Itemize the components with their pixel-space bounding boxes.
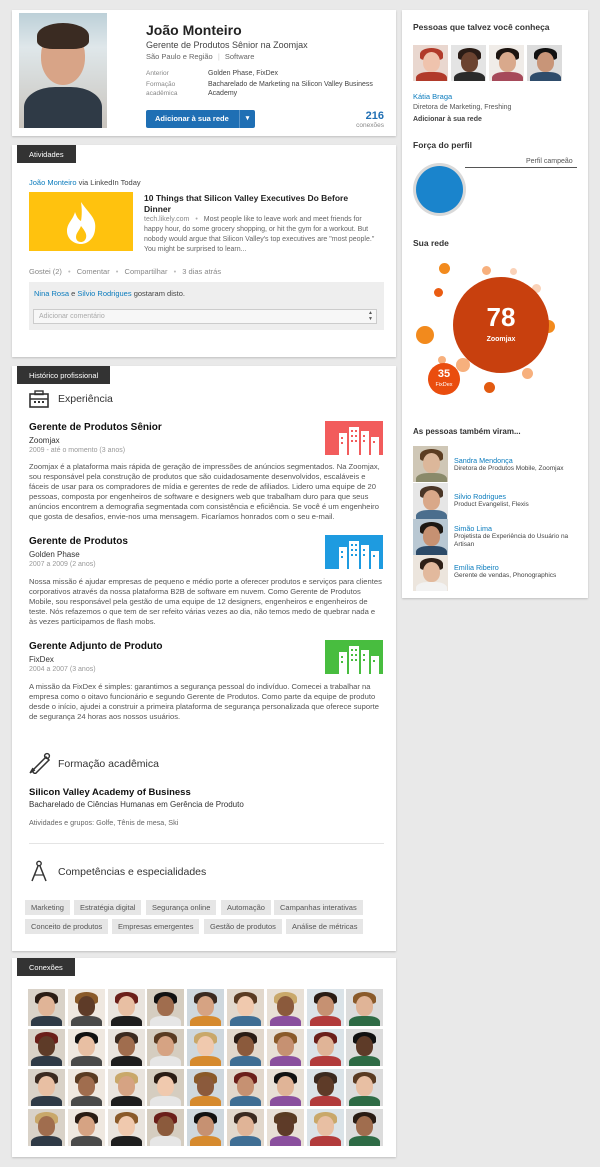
connections-card [12, 958, 396, 1157]
viewed-name[interactable]: Emília Ribeiro [454, 563, 499, 572]
network-main-label: Zoomjax [486, 336, 516, 343]
job-title[interactable]: Gerente de Produtos Sênior [29, 422, 162, 433]
building-icon [325, 421, 383, 455]
job-dates: 2007 a 2009 (2 anos) [29, 561, 96, 568]
connection-photo[interactable] [267, 1029, 304, 1066]
chevron-down-icon[interactable]: ▾ [239, 110, 255, 128]
profile-location: São Paulo e Região [146, 52, 213, 61]
section-divider [29, 843, 384, 844]
connection-photo[interactable] [227, 1069, 264, 1106]
article-text: Most people like to leave work and meet friends for happy hour, do some grocery shopping, or hit the gym for a workout. But nobody would argue that Silicon Valley's top executives are "most people." You might be surprised to learn... [144, 216, 375, 253]
pymk-photo[interactable] [527, 45, 562, 81]
connections-label: conexões [356, 122, 384, 129]
job-company[interactable]: FixDex [29, 655, 54, 664]
pymk-photo[interactable] [413, 45, 448, 81]
connection-photo[interactable] [346, 1069, 383, 1106]
connection-photo[interactable] [147, 989, 184, 1026]
flame-icon [29, 192, 133, 251]
skill-tag[interactable]: Conceito de produtos [25, 919, 108, 934]
profile-name: João Monteiro [146, 22, 242, 38]
viewed-item[interactable] [413, 555, 583, 591]
likes-box [29, 282, 384, 330]
degree: Bacharelado de Ciências Humanas em Gerência de Produto [29, 800, 244, 809]
avatar[interactable] [413, 555, 448, 591]
connection-photo[interactable] [307, 1109, 344, 1146]
education-activities: Atividades e grupos: Golfe, Tênis de mesa, Ski [29, 818, 179, 827]
connection-photo[interactable] [108, 1109, 145, 1146]
comment-input[interactable] [33, 309, 377, 324]
job-company[interactable]: Golden Phase [29, 550, 80, 559]
connection-photo[interactable] [267, 1069, 304, 1106]
profile-card [12, 10, 396, 136]
profile-headline: Gerente de Produtos Sênior na Zoomjax [146, 40, 308, 50]
connections-grid [28, 989, 384, 1149]
add-to-network-button[interactable] [146, 110, 255, 128]
viewed-name[interactable]: Sandra Mendonça [454, 456, 513, 465]
pymk-name[interactable]: Kátia Braga [413, 92, 453, 101]
pymk-photo[interactable] [489, 45, 524, 81]
connection-photo[interactable] [68, 989, 105, 1026]
viewed-title: As pessoas também viram... [413, 427, 521, 436]
scroll-arrows-icon: ▲ ▼ [368, 310, 373, 322]
diploma-icon [29, 752, 51, 774]
profile-strength-meter[interactable] [413, 163, 466, 216]
connection-photo[interactable] [307, 989, 344, 1026]
education-title: Formação acadêmica [58, 758, 159, 770]
pymk-role: Diretora de Marketing, Freshing [413, 104, 512, 111]
like-button[interactable]: Gostei (2) [29, 267, 62, 276]
connection-photo[interactable] [187, 1109, 224, 1146]
network-small-count: 35 [437, 368, 451, 380]
building-icon [325, 535, 383, 569]
viewed-role: Projetista de Experiência do Usuário na Artisan [454, 533, 569, 548]
profile-strength-fill [416, 166, 463, 213]
activity-via: via LinkedIn Today [78, 178, 141, 187]
connection-photo[interactable] [147, 1029, 184, 1066]
job-title[interactable]: Gerente de Produtos [29, 536, 128, 547]
connection-photo[interactable] [28, 989, 65, 1026]
connection-photo[interactable] [28, 1069, 65, 1106]
company-logo-zoomjax[interactable] [325, 421, 383, 455]
skill-tag[interactable]: Marketing [25, 900, 70, 915]
network-graph[interactable] [416, 258, 576, 408]
activity-author[interactable]: João Monteiro [29, 178, 77, 187]
viewed-role: Product Evangelist, Flexis [454, 501, 529, 508]
job-title[interactable]: Gerente Adjunto de Produto [29, 641, 163, 652]
network-title: Sua rede [413, 238, 449, 248]
activity-author-line [29, 178, 141, 187]
viewed-role: Diretora de Produtos Mobile, Zoomjax [454, 465, 564, 472]
skill-tag[interactable]: Análise de métricas [286, 919, 363, 934]
share-button[interactable]: Compartilhar [124, 267, 168, 276]
job-description: A missão da FixDex é simples: garantimos a segurança pessoal do indivíduo. Comecei a trabalhar na empresa como o oitavo funcionário e segundo Gerente de Produtos. Como parte da equipe de produto desde o início, ajudei a construir a primeira plataforma de segurança personalizada que oferece suporte de segurança 24 horas aos nossos usuários. [29, 682, 379, 721]
company-logo-fixdex[interactable] [325, 640, 383, 674]
connection-photo[interactable] [108, 1069, 145, 1106]
connections-tab[interactable]: Conexões [17, 958, 75, 976]
liker-silvio[interactable]: Silvio Rodrigues [77, 289, 132, 298]
pymk-add-link[interactable]: Adicionar à sua rede [413, 116, 482, 123]
briefcase-icon [29, 390, 49, 408]
activity-time: 3 dias atrás [182, 267, 222, 276]
viewed-name[interactable]: Silvio Rodrigues [454, 492, 506, 501]
article-source: tech.likely.com [144, 216, 190, 223]
connection-photo[interactable] [187, 1029, 224, 1066]
skill-tag[interactable]: Estratégia digital [74, 900, 141, 915]
add-to-network-label: Adicionar à sua rede [155, 114, 229, 123]
previous-value: Golden Phase, FixDex [208, 70, 279, 77]
connection-photo[interactable] [68, 1109, 105, 1146]
likes-and: e [71, 289, 76, 298]
compass-icon [29, 860, 49, 882]
connections-count[interactable]: 216 [365, 110, 384, 122]
pymk-title: Pessoas que talvez você conheça [413, 22, 550, 32]
job-description: Zoomjax é a plataforma mais rápida de geração de impressões de anúncios segmentados. Na Zoomjax, sou responsável pela construção de produtos que são cuidadosamente desenvolvidos, escaláveis e fáceis de usar para os compradores de mídia e gerentes de rede de afiliados. Lidero uma equipe de 20 pessoas, composta por engenheiros de software e designers web que trabalham duro para que seus anúncios encontrem a demografia segmentada com consistência e eficiência. Se você é um engenheiro que gosta de desafios, envie-nos uma mensagem. Ficaríamos honrados com o seu e-mail. [29, 462, 380, 521]
pymk-photo[interactable] [451, 45, 486, 81]
experience-title: Experiência [58, 393, 113, 405]
connection-photo[interactable] [267, 1109, 304, 1146]
connection-photo[interactable] [346, 1029, 383, 1066]
connection-photo[interactable] [147, 1069, 184, 1106]
connection-photo[interactable] [346, 989, 383, 1026]
history-card [12, 366, 396, 951]
school-name[interactable]: Silicon Valley Academy of Business [29, 787, 191, 798]
connection-photo[interactable] [28, 1029, 65, 1066]
education-value: Bacharelado de Marketing na Silicon Valley Business Academy [208, 81, 373, 97]
skill-tag[interactable]: Empresas emergentes [112, 919, 199, 934]
history-tab[interactable]: Histórico profissional [17, 366, 110, 384]
viewed-name[interactable]: Simão Lima [454, 524, 492, 533]
connection-photo[interactable] [307, 1069, 344, 1106]
skill-tag[interactable]: Automação [221, 900, 271, 915]
activity-card [12, 145, 396, 357]
profile-location-line: São Paulo e Região | Software [146, 52, 255, 61]
strength-label: Perfil campeão [526, 158, 573, 165]
viewed-item[interactable] [413, 483, 583, 519]
connection-photo[interactable] [108, 989, 145, 1026]
company-logo-golden-phase[interactable] [325, 535, 383, 569]
strength-title: Força do perfil [413, 140, 473, 150]
connection-photo[interactable] [147, 1109, 184, 1146]
article-body: tech.likely.com • Most people like to leave work and meet friends for happy hour, do some grocery shopping, or hit the gym for a workout. But nobody would argue that Silicon Valley's top executives are "most people." You might be surprised to learn... [144, 216, 375, 253]
likes-line [34, 289, 185, 298]
connection-photo[interactable] [28, 1109, 65, 1146]
sidebar-card [402, 10, 588, 598]
connection-photo[interactable] [346, 1109, 383, 1146]
connection-photo[interactable] [227, 989, 264, 1026]
connection-photo[interactable] [307, 1029, 344, 1066]
connection-photo[interactable] [68, 1029, 105, 1066]
skill-tag[interactable]: Segurança online [146, 900, 216, 915]
network-main-count: 78 [486, 302, 516, 332]
profile-industry: Software [224, 52, 255, 61]
connection-photo[interactable] [187, 989, 224, 1026]
skill-tag[interactable]: Gestão de produtos [204, 919, 282, 934]
liker-nina[interactable]: Nina Rosa [34, 289, 70, 298]
likes-text: gostaram disto. [133, 289, 185, 298]
activity-actions: Gostei (2) • Comentar • Compartilhar • 3 dias atrás [29, 267, 222, 276]
article-title[interactable]: 10 Things that Silicon Valley Executives Do Before Dinner [144, 193, 349, 214]
job-dates: 2004 a 2007 (3 anos) [29, 666, 96, 673]
viewed-role: Gerente de vendas, Phonographics [454, 572, 557, 579]
strength-underline [465, 167, 577, 168]
pymk-photos [413, 45, 563, 81]
job-description: Nossa missão é ajudar empresas de pequeno e médio porte a oferecer produtos e serviços para clientes corporativos através da nossa plataforma B2B de software em nuvem. Como Gerente de Produtos Mobile, sou responsável pela gestão de uma equipe de 12 designers, engenheiros e engenheiros de teste. Nós refazemos o que tem de ser refeito várias vezes ao dia, não temos medo de quebrar nada e às vezes participamos de flash mobs. [29, 577, 382, 626]
article-image[interactable] [29, 192, 133, 251]
previous-label: Anterior [146, 70, 169, 77]
comment-placeholder: Adicionar comentário [39, 313, 105, 320]
skills-title: Competências e especialidades [58, 866, 207, 878]
comment-button[interactable]: Comentar [76, 267, 110, 276]
connection-photo[interactable] [227, 1029, 264, 1066]
avatar[interactable] [413, 519, 448, 555]
connection-photo[interactable] [187, 1069, 224, 1106]
connection-photo[interactable] [227, 1109, 264, 1146]
building-icon [325, 640, 383, 674]
viewed-item[interactable] [413, 519, 583, 555]
job-dates: 2009 - até o momento (3 anos) [29, 447, 126, 454]
connection-photo[interactable] [267, 989, 304, 1026]
education-label: Formação acadêmica [146, 81, 178, 97]
skill-tag[interactable]: Campanhas interativas [274, 900, 363, 915]
avatar[interactable] [413, 446, 448, 482]
connection-photo[interactable] [68, 1069, 105, 1106]
profile-photo[interactable] [19, 13, 107, 128]
job-company[interactable]: Zoomjax [29, 436, 60, 445]
avatar[interactable] [413, 483, 448, 519]
connection-photo[interactable] [108, 1029, 145, 1066]
activity-tab[interactable]: Atividades [17, 145, 76, 163]
network-small-label: FixDex [435, 382, 453, 388]
viewed-item[interactable] [413, 446, 583, 482]
